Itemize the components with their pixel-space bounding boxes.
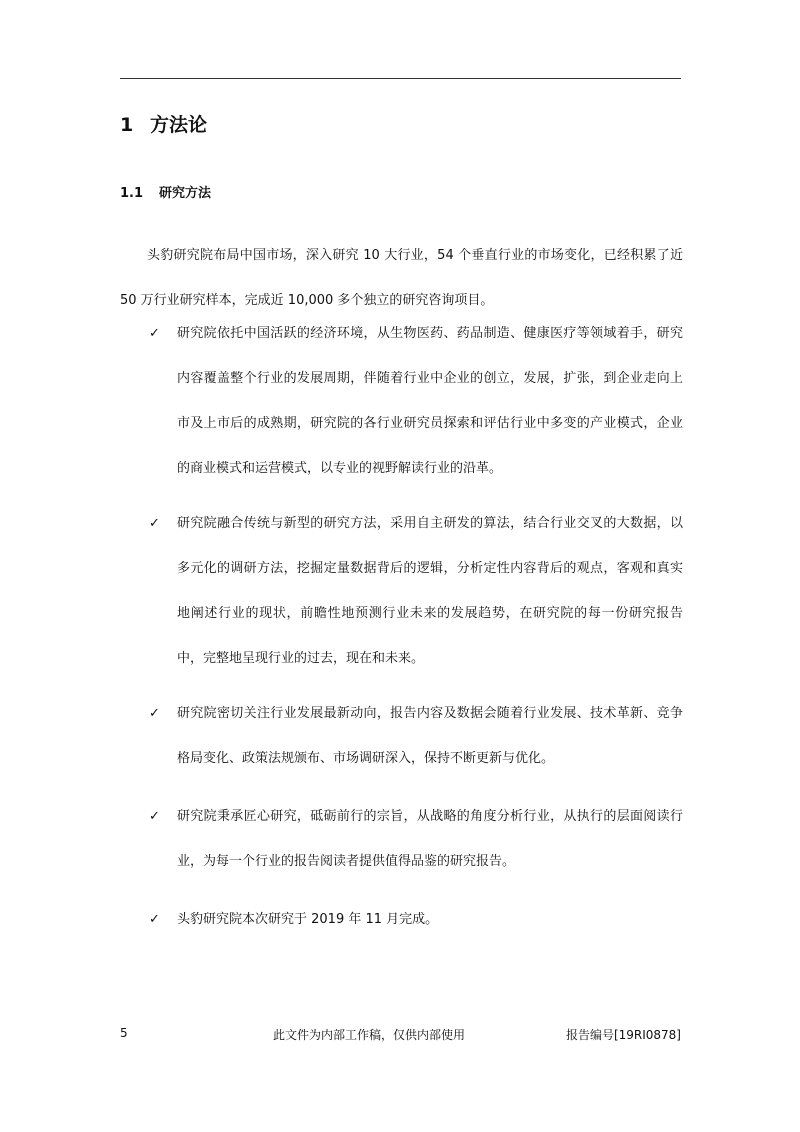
bullet-text: 研究院秉承匠心研究，砥砺前行的宗旨，从战略的角度分析行业，从执行的层面阅读行业，为每一个行业的报告阅读者提供值得品鉴的研究报告。 (177, 809, 683, 869)
checkmark-icon: ✓ (149, 516, 160, 531)
page-number: 5 (120, 1026, 128, 1040)
bullet-item (120, 501, 683, 681)
section-title: 方法论 (150, 114, 208, 136)
checkmark-icon: ✓ (149, 809, 160, 824)
intro-paragraph: 头豹研究院布局中国市场，深入研究 10 大行业，54 个垂直行业的市场变化，已经积累了近 50 万行业研究样本，完成近 10,000 多个独立的研究咨询项目。 (120, 248, 683, 308)
subsection-number: 1.1 (120, 186, 144, 201)
checkmark-icon: ✓ (149, 912, 160, 927)
subsection-heading (120, 182, 211, 201)
checkmark-icon: ✓ (149, 706, 160, 721)
bullet-text: 头豹研究院本次研究于 2019 年 11 月完成。 (177, 912, 439, 927)
report-id: 报告编号[19RI0878] (565, 1028, 681, 1042)
bullet-item (120, 691, 683, 781)
bullet-item (120, 794, 683, 884)
subsection-title: 研究方法 (159, 186, 212, 201)
section-heading (120, 110, 207, 137)
bullet-item (120, 311, 683, 491)
bullet-text: 研究院密切关注行业发展最新动向，报告内容及数据会随着行业发展、技术革新、竞争格局变化、政策法规颁布、市场调研深入，保持不断更新与优化。 (177, 706, 683, 766)
bullet-text: 研究院融合传统与新型的研究方法，采用自主研发的算法，结合行业交叉的大数据，以多元化的调研方法，挖掘定量数据背后的逻辑，分析定性内容背后的观点，客观和真实地阐述行业的现状，前瞻性地预测行业未来的发展趋势，在研究院的每一份研究报告中，完整地呈现行业的过去，现在和未来。 (177, 516, 683, 666)
checkmark-icon: ✓ (149, 326, 160, 341)
bullet-item (120, 897, 683, 942)
confidential-notice: 此文件为内部工作稿，仅供内部使用 (273, 1028, 466, 1042)
header-rule (120, 78, 681, 79)
section-number: 1 (120, 114, 134, 136)
bullet-text: 研究院依托中国活跃的经济环境，从生物医药、药品制造、健康医疗等领域着手，研究内容覆盖整个行业的发展周期，伴随着行业中企业的创立，发展，扩张，到企业走向上市及上市后的成熟期，研究院的各行业研究员探索和评估行业中多变的产业模式，企业的商业模式和运营模式，以专业的视野解读行业的沿革。 (177, 326, 683, 476)
